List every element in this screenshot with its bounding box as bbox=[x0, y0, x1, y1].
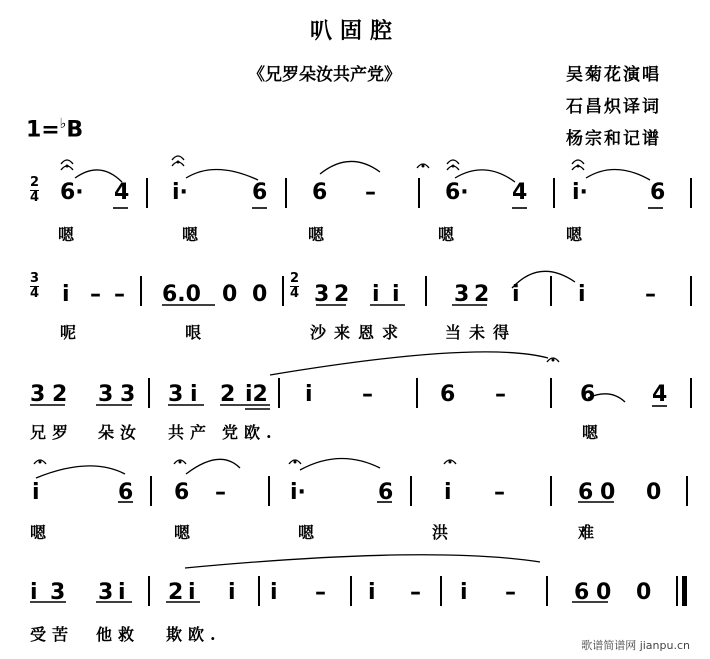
lyric: 共产 bbox=[168, 423, 213, 442]
lyric: 朵汝 bbox=[98, 423, 143, 442]
note: 6· bbox=[60, 180, 84, 205]
note: 6 bbox=[650, 180, 666, 205]
lyric: 嗯 bbox=[182, 225, 199, 244]
barline bbox=[418, 178, 420, 208]
lyric: 兄罗 bbox=[30, 423, 75, 442]
barline bbox=[690, 276, 692, 306]
note: i bbox=[62, 282, 70, 307]
note: i· bbox=[290, 480, 306, 505]
lyric: 呢 bbox=[60, 323, 77, 342]
note: 0 bbox=[252, 282, 268, 307]
note: – bbox=[215, 480, 226, 505]
site-watermark: 歌谱简谱网 jianpu.cn bbox=[581, 639, 690, 652]
credit-singer: 吴菊花演唱 bbox=[566, 65, 661, 85]
flat-sign: ♭ bbox=[59, 116, 67, 132]
time-signature-2-4: 2 4 bbox=[290, 271, 300, 301]
barline bbox=[350, 576, 352, 606]
note: i bbox=[460, 580, 468, 605]
lyric: 难 bbox=[578, 523, 595, 542]
note: 2 bbox=[334, 282, 350, 307]
final-barline-thick bbox=[682, 576, 687, 606]
note: i bbox=[30, 580, 38, 605]
lyric: 欺欧. bbox=[166, 625, 222, 644]
barline bbox=[550, 378, 552, 408]
note: 6 bbox=[578, 480, 594, 505]
barline bbox=[410, 476, 412, 506]
barline bbox=[282, 276, 284, 306]
note: 4 bbox=[114, 180, 130, 205]
note: i bbox=[368, 580, 376, 605]
note: 2 bbox=[474, 282, 490, 307]
note: i bbox=[190, 382, 198, 407]
barline bbox=[146, 178, 148, 208]
barline bbox=[148, 576, 150, 606]
lyric: 沙来恩求 bbox=[310, 323, 407, 342]
note: 0 bbox=[646, 480, 662, 505]
barline bbox=[690, 178, 692, 208]
note: i bbox=[32, 480, 40, 505]
note: i· bbox=[172, 180, 188, 205]
key-label: 1= bbox=[26, 117, 60, 143]
note: 6 bbox=[174, 480, 190, 505]
song-title: 叭固腔 bbox=[309, 18, 400, 44]
barline bbox=[550, 476, 552, 506]
note: i bbox=[118, 580, 126, 605]
lyric: 嗯 bbox=[298, 523, 315, 542]
time-signature-3-4: 3 4 bbox=[30, 271, 40, 301]
note: 6 bbox=[312, 180, 328, 205]
barline bbox=[690, 378, 692, 408]
barline bbox=[148, 378, 150, 408]
note: 6 bbox=[378, 480, 394, 505]
note: 3 bbox=[168, 382, 184, 407]
barline bbox=[285, 178, 287, 208]
note: 6· bbox=[445, 180, 469, 205]
note: 3 bbox=[98, 580, 114, 605]
note: 4 bbox=[652, 382, 668, 407]
note: i2 bbox=[245, 382, 268, 407]
note: – bbox=[90, 282, 101, 307]
note: 3 bbox=[454, 282, 470, 307]
barline bbox=[686, 476, 688, 506]
note: 0 bbox=[222, 282, 238, 307]
note: – bbox=[362, 382, 373, 407]
note: 2 bbox=[168, 580, 184, 605]
note: – bbox=[505, 580, 516, 605]
note: 3 bbox=[314, 282, 330, 307]
barline bbox=[150, 476, 152, 506]
lyric: 嗯 bbox=[30, 523, 47, 542]
note: – bbox=[494, 480, 505, 505]
note: i bbox=[578, 282, 586, 307]
barline bbox=[416, 378, 418, 408]
note: i bbox=[305, 382, 313, 407]
note: 0 bbox=[600, 480, 616, 505]
time-signature-2-4: 2 4 bbox=[30, 175, 40, 205]
barline bbox=[278, 378, 280, 408]
note: 0 bbox=[596, 580, 612, 605]
lyric: 嗯 bbox=[174, 523, 191, 542]
barline bbox=[140, 276, 142, 306]
final-barline-thin bbox=[676, 576, 678, 606]
note: – bbox=[495, 382, 506, 407]
note: i bbox=[270, 580, 278, 605]
note: 2 bbox=[220, 382, 236, 407]
note: i bbox=[512, 282, 520, 307]
lyric: 嗯 bbox=[438, 225, 455, 244]
note: – bbox=[315, 580, 326, 605]
note: i bbox=[392, 282, 400, 307]
lyric: 嗯 bbox=[308, 225, 325, 244]
note: i· bbox=[572, 180, 588, 205]
note: 3 bbox=[30, 382, 46, 407]
lyric: 嗯 bbox=[58, 225, 75, 244]
note: 3 bbox=[98, 382, 114, 407]
note: 6.0 bbox=[162, 282, 201, 307]
note: – bbox=[645, 282, 656, 307]
note: 6 bbox=[440, 382, 456, 407]
barline bbox=[425, 276, 427, 306]
barline bbox=[546, 576, 548, 606]
lyric: 嗯 bbox=[582, 423, 599, 442]
lyric: 他救 bbox=[96, 625, 141, 644]
lyric: 哏 bbox=[185, 323, 202, 342]
note: 6 bbox=[252, 180, 268, 205]
credit-lyricist: 石昌炽译词 bbox=[566, 97, 661, 117]
lyric: 嗯 bbox=[566, 225, 583, 244]
note: 4 bbox=[512, 180, 528, 205]
note: 6 bbox=[580, 382, 596, 407]
note: i bbox=[372, 282, 380, 307]
key-note: B bbox=[66, 117, 84, 143]
note: 2 bbox=[52, 382, 68, 407]
lyric: 受苦 bbox=[30, 625, 75, 644]
barline bbox=[550, 276, 552, 306]
lyric: 当未得 bbox=[445, 323, 518, 342]
note: – bbox=[365, 180, 376, 205]
lyric: 洪 bbox=[432, 523, 449, 542]
barline bbox=[553, 178, 555, 208]
note: i bbox=[188, 580, 196, 605]
lyric: 党欧. bbox=[222, 423, 278, 442]
note: 0 bbox=[636, 580, 652, 605]
note: 6 bbox=[574, 580, 590, 605]
credit-transcriber: 杨宗和记谱 bbox=[566, 129, 661, 149]
barline bbox=[258, 576, 260, 606]
note: i bbox=[444, 480, 452, 505]
note: 6 bbox=[118, 480, 134, 505]
note: 3 bbox=[120, 382, 136, 407]
note: 3 bbox=[50, 580, 66, 605]
note: i bbox=[228, 580, 236, 605]
barline bbox=[440, 576, 442, 606]
note: – bbox=[410, 580, 421, 605]
barline bbox=[268, 476, 270, 506]
note: – bbox=[114, 282, 125, 307]
song-subtitle: 《兄罗朵汝共产党》 bbox=[248, 65, 401, 85]
